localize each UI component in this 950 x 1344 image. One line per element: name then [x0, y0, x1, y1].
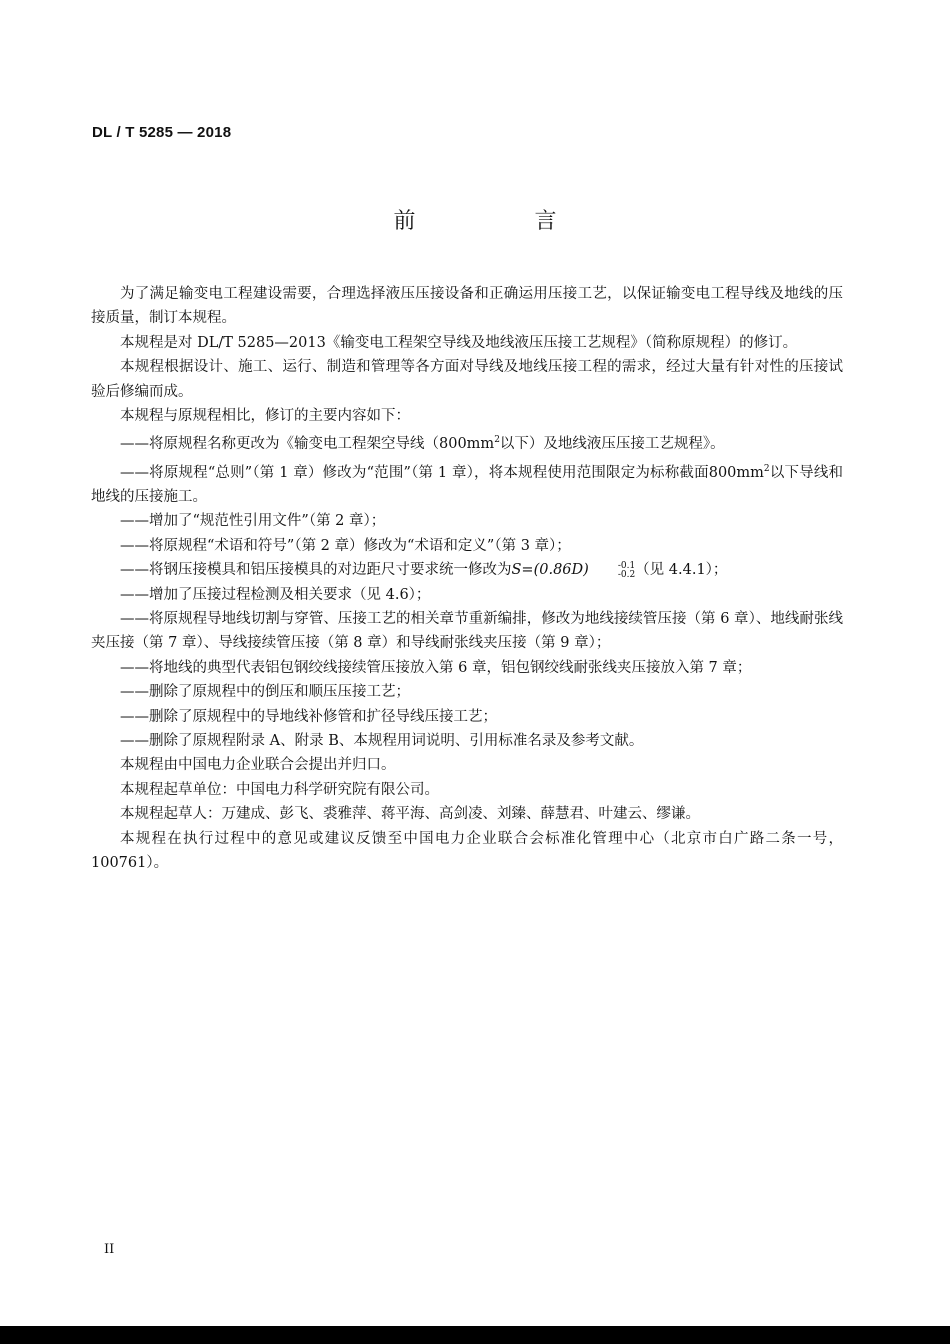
scan-edge-bar — [0, 1326, 950, 1344]
paragraph-drafting-unit: 本规程起草单位：中国电力科学研究院有限公司。 — [120, 781, 439, 798]
paragraph-basis: 本规程根据设计、施工、运行、制造和管理等各方面对导线及地线压接工程的需求，经过大量有针对性的压接试验后修编而成。 — [91, 359, 843, 400]
foreword-body — [91, 282, 843, 875]
change-item-delete-appendix: ——删除了原规程附录 A、附录 B、本规程用词说明、引用标准名录及参考文献。 — [120, 732, 644, 749]
tolerance: -0.1 -0.2 — [617, 561, 636, 581]
paragraph-proposer: 本规程由中国电力企业联合会提出并归口。 — [120, 757, 396, 774]
paragraph-purpose: 为了满足输变电工程建设需要，合理选择液压压接设备和正确运用压接工艺，以保证输变电工程导线及地线的压接质量，制订本规程。 — [91, 286, 843, 327]
change-item-aluminum-clad: ——将地线的典型代表铝包钢绞线接续管压接放入第 6 章，铝包钢绞线耐张线夹压接放入第 7 章； — [120, 659, 752, 676]
page-title: 前 言 — [393, 209, 613, 234]
change-item-delete-reverse: ——删除了原规程中的倒压和顺压压接工艺； — [120, 684, 410, 701]
change-item-delete-repair: ——删除了原规程中的导地线补修管和扩径导线压接工艺； — [120, 708, 497, 725]
change-item-inspection: ——增加了压接过程检测及相关要求（见 4.6）； — [120, 586, 431, 603]
change-item-die-size: ——将钢压接模具和铝压接模具的对边距尺寸要求统一修改为S=(0.86D) -0.1 -0.2 （见 4.4.1）； — [120, 561, 728, 581]
paragraph-drafters: 本规程起草人：万建成、彭飞、裘雅萍、蒋平海、高剑凌、刘臻、薛慧君、叶建云、缪谦。 — [120, 806, 700, 823]
die-size-formula: S=(0.86D) — [511, 562, 589, 579]
change-item-scope: ——将原规程“总则”（第 1 章）修改为“范围”（第 1 章），将本规程使用范围限定为标称截面$800mm^2$以下导线和地线的压接施工。 — [91, 463, 844, 505]
paragraph-changes-intro: 本规程与原规程相比，修订的主要内容如下： — [120, 408, 410, 425]
standard-number: DL / T 5285 — 2018 — [92, 124, 232, 141]
change-item-name: ——将原规程名称更改为《输变电工程架空导线（$800mm^2$以下）及地线液压压接工艺规程》。 — [120, 435, 725, 453]
change-item-references: ——增加了“规范性引用文件”（第 2 章）； — [120, 513, 386, 530]
page-number: II — [104, 1242, 115, 1257]
change-item-terms: ——将原规程“术语和符号”（第 2 章）修改为“术语和定义”（第 3 章）； — [120, 537, 571, 554]
paragraph-feedback: 本规程在执行过程中的意见或建议反馈至中国电力企业联合会标准化管理中心（北京市白广路二条一号，100761）。 — [91, 830, 843, 871]
change-item-restructure: ——将原规程导地线切割与穿管、压接工艺的相关章节重新编排，修改为地线接续管压接（第 6 章）、地线耐张线夹压接（第 7 章）、导线接续管压接（第 8 章）和导线耐张线夹压接（第 9 章）； — [91, 610, 843, 652]
paragraph-revision-of: 本规程是对 DL/T 5285—2013《输变电工程架空导线及地线液压压接工艺规程》（简称原规程）的修订。 — [120, 334, 798, 351]
